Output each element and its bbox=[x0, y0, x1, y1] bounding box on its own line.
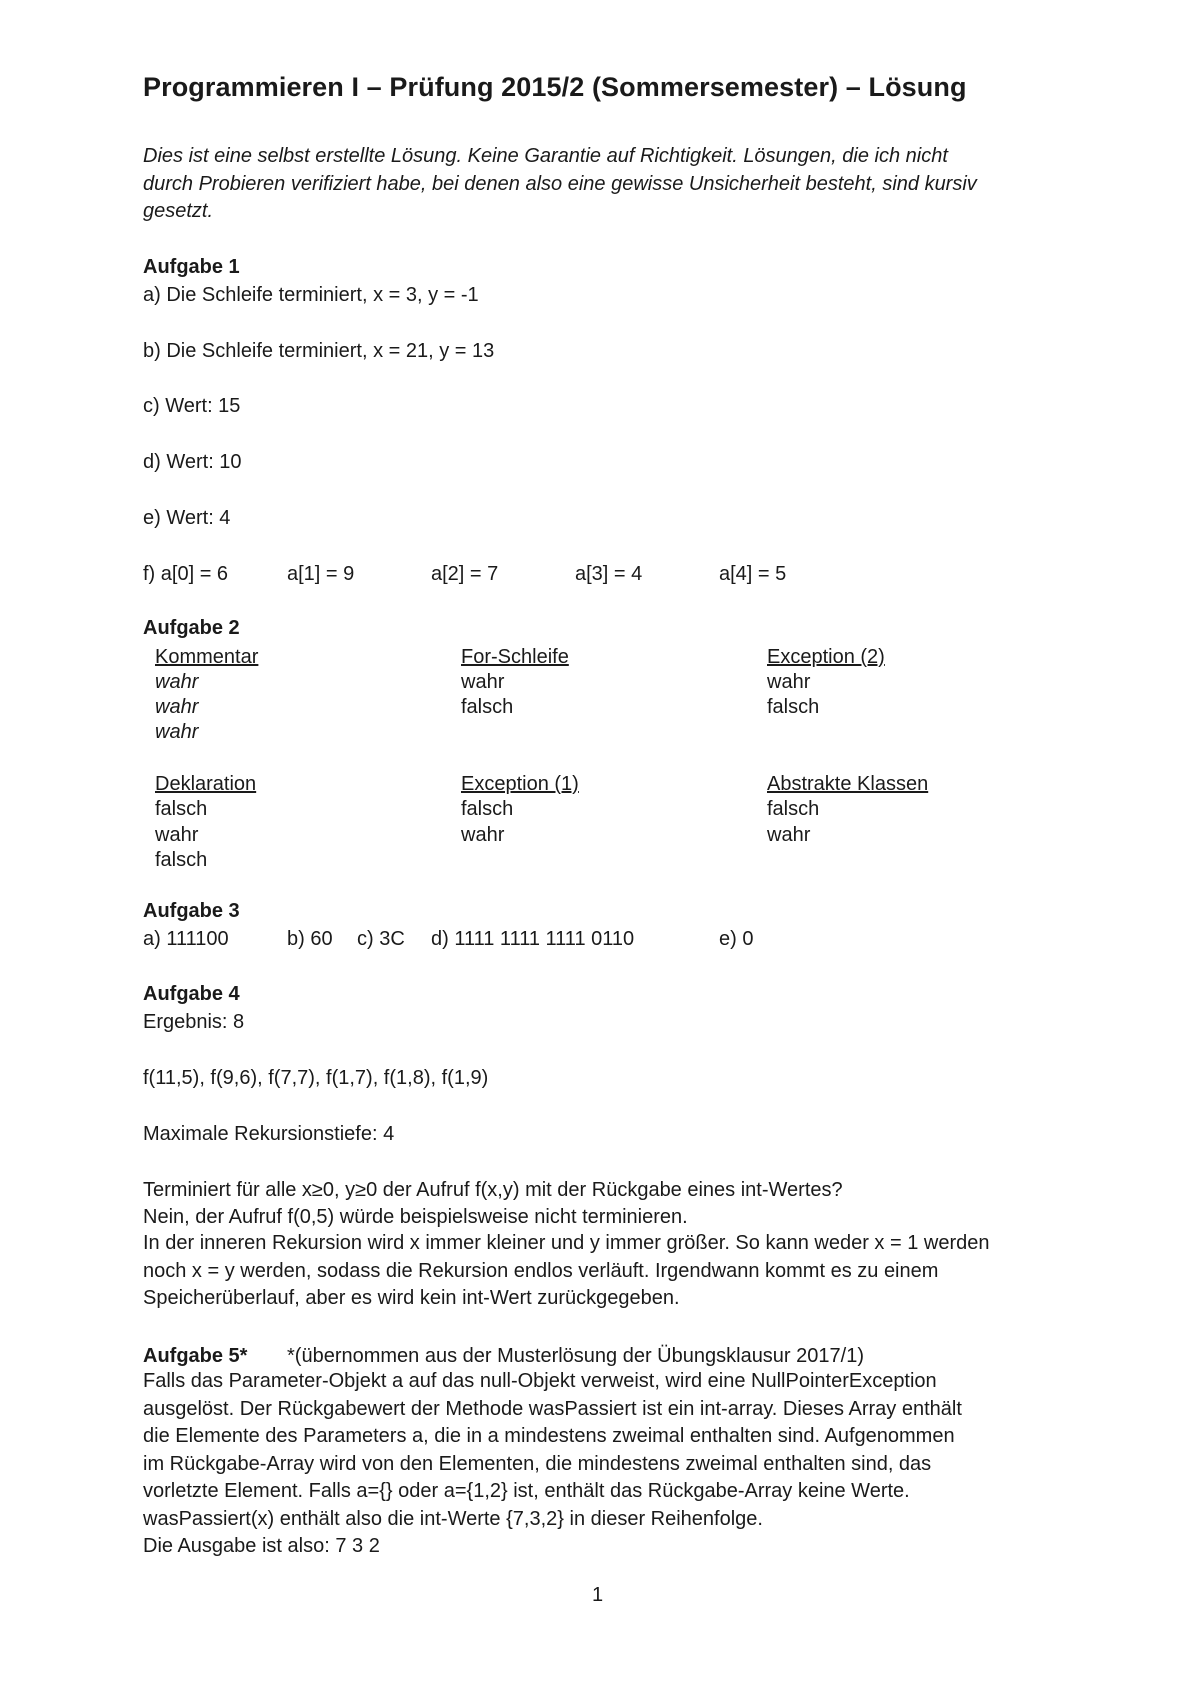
aufgabe2-group-title: Exception (1) bbox=[461, 773, 579, 795]
aufgabe1-answer-c: c) Wert: 15 bbox=[143, 395, 241, 417]
aufgabe2-answer: wahr bbox=[461, 671, 505, 693]
explanation-line: Speicherüberlauf, aber es wird kein int-Wert zurückgegeben. bbox=[143, 1287, 680, 1309]
aufgabe5-heading: Aufgabe 5* bbox=[143, 1345, 248, 1367]
intro-text bbox=[143, 143, 1073, 226]
aufgabe4-ergebnis: Ergebnis: 8 bbox=[143, 1011, 245, 1033]
aufgabe2-answer: wahr bbox=[155, 671, 199, 693]
aufgabe1-answer-d: d) Wert: 10 bbox=[143, 451, 242, 473]
aufgabe4-question: Terminiert für alle x≥0, y≥0 der Aufruf f(x,y) mit der Rückgabe eines int-Wertes? bbox=[143, 1179, 843, 1201]
aufgabe1-answer-e: e) Wert: 4 bbox=[143, 507, 231, 529]
intro-line: durch Probieren verifiziert habe, bei denen also eine gewisse Unsicherheit besteht, sind kursiv bbox=[143, 172, 977, 195]
aufgabe1-array-value: a[2] = 7 bbox=[431, 563, 499, 585]
aufgabe4-heading: Aufgabe 4 bbox=[143, 983, 240, 1005]
aufgabe2-heading: Aufgabe 2 bbox=[143, 617, 240, 639]
aufgabe3-answer: b) 60 bbox=[287, 928, 333, 950]
explanation-line: noch x = y werden, sodass die Rekursion endlos verläuft. Irgendwann kommt es zu einem bbox=[143, 1259, 939, 1282]
aufgabe5-line: die Elemente des Parameters a, die in a mindestens zweimal enthalten sind. Aufgenommen bbox=[143, 1425, 955, 1447]
aufgabe1-answer-b: b) Die Schleife terminiert, x = 21, y = 13 bbox=[143, 340, 495, 362]
aufgabe2-answer: wahr bbox=[767, 824, 811, 846]
aufgabe3-answer: d) 1111 1111 1111 0110 bbox=[431, 928, 635, 950]
aufgabe5-line: im Rückgabe-Array wird von den Elementen, die mindestens zweimal enthalten sind, das bbox=[143, 1452, 932, 1475]
intro-line: Dies ist eine selbst erstellte Lösung. Keine Garantie auf Richtigkeit. Lösungen, die ich nicht bbox=[143, 145, 948, 167]
aufgabe2-answer: falsch bbox=[461, 696, 514, 718]
aufgabe1-array-value: a[3] = 4 bbox=[575, 563, 643, 585]
aufgabe4-calls: f(11,5), f(9,6), f(7,7), f(1,7), f(1,8), f(1,9) bbox=[143, 1067, 489, 1089]
aufgabe1-array-value: a[1] = 9 bbox=[287, 563, 355, 585]
aufgabe2-answer: falsch bbox=[461, 798, 514, 820]
aufgabe3-answer: a) 111100 bbox=[143, 928, 229, 950]
aufgabe5-line: wasPassiert(x) enthält also die int-Werte {7,3,2} in dieser Reihenfolge. bbox=[143, 1507, 763, 1530]
aufgabe1-heading: Aufgabe 1 bbox=[143, 256, 240, 278]
aufgabe2-answer: falsch bbox=[155, 798, 208, 820]
aufgabe2-answer: wahr bbox=[155, 696, 199, 718]
intro-line: gesetzt. bbox=[143, 200, 214, 222]
explanation-line: In der inneren Rekursion wird x immer kleiner und y immer größer. So kann weder x = 1 werden bbox=[143, 1232, 990, 1254]
aufgabe2-group-title: For-Schleife bbox=[461, 646, 569, 668]
aufgabe5-line: Die Ausgabe ist also: 7 3 2 bbox=[143, 1535, 380, 1557]
aufgabe2-answer: wahr bbox=[461, 824, 505, 846]
aufgabe3-answer: c) 3C bbox=[357, 928, 405, 950]
aufgabe4-answer: Nein, der Aufruf f(0,5) würde beispielsweise nicht terminieren. bbox=[143, 1206, 688, 1228]
aufgabe2-answer: wahr bbox=[767, 671, 811, 693]
aufgabe4-explanation bbox=[143, 1230, 1063, 1313]
aufgabe1-answer-f: f) a[0] = 6 bbox=[143, 563, 229, 585]
aufgabe5-text bbox=[143, 1368, 1063, 1561]
aufgabe2-answer: falsch bbox=[767, 696, 820, 718]
aufgabe2-answer: wahr bbox=[155, 721, 199, 743]
aufgabe5-line: Falls das Parameter-Objekt a auf das null-Objekt verweist, wird eine NullPointerException bbox=[143, 1370, 937, 1392]
aufgabe5-line: vorletzte Element. Falls a={} oder a={1,2} ist, enthält das Rückgabe-Array keine Werte. bbox=[143, 1480, 910, 1502]
aufgabe1-array-value: a[4] = 5 bbox=[719, 563, 787, 585]
aufgabe2-group-title: Deklaration bbox=[155, 773, 257, 795]
page-title: Programmieren I – Prüfung 2015/2 (Sommersemester) – Lösung bbox=[143, 72, 967, 102]
aufgabe4-tiefe: Maximale Rekursionstiefe: 4 bbox=[143, 1123, 395, 1145]
aufgabe2-group-title: Abstrakte Klassen bbox=[767, 773, 929, 795]
aufgabe3-answer: e) 0 bbox=[719, 928, 754, 950]
aufgabe2-answer: falsch bbox=[767, 798, 820, 820]
aufgabe2-answer: wahr bbox=[155, 824, 199, 846]
aufgabe5-line: ausgelöst. Der Rückgabewert der Methode wasPassiert ist ein int-array. Dieses Array enthält bbox=[143, 1397, 962, 1420]
aufgabe2-group-title: Exception (2) bbox=[767, 646, 885, 668]
page-number: 1 bbox=[592, 1584, 604, 1606]
aufgabe3-heading: Aufgabe 3 bbox=[143, 900, 240, 922]
aufgabe1-answer-a: a) Die Schleife terminiert, x = 3, y = -1 bbox=[143, 284, 479, 306]
aufgabe5-note: *(übernommen aus der Musterlösung der Übungsklausur 2017/1) bbox=[287, 1345, 864, 1367]
aufgabe2-group-title: Kommentar bbox=[155, 646, 259, 668]
aufgabe2-answer: falsch bbox=[155, 849, 208, 871]
